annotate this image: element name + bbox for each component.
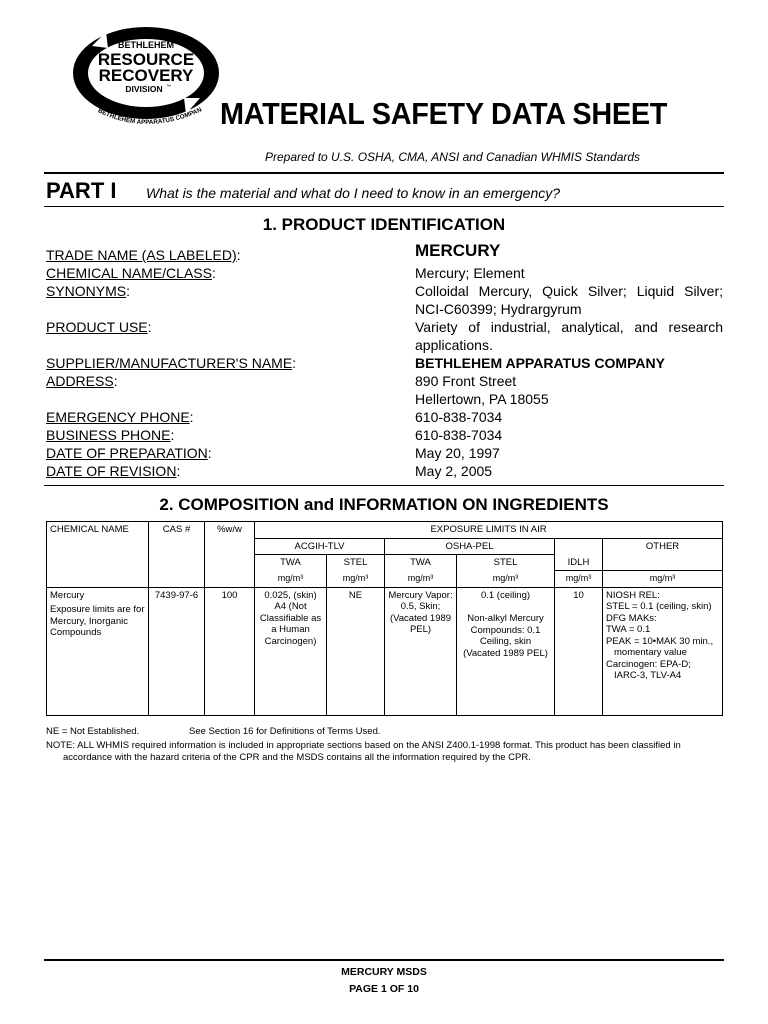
product-use-value-line2: applications. [415,337,493,353]
cell-cas: 7439-97-6 [149,587,205,715]
note-line2: accordance with the hazard criteria of the CPR and the MSDS contains all the information required by the CPR. [63,752,531,763]
synonyms-value-line2: NCI-C60399; Hydrargyrum [415,301,582,317]
unit-osha-stel: mg/m³ [457,571,555,588]
header-rule [44,172,724,174]
footer-rule [44,959,724,961]
page-subtitle: Prepared to U.S. OSHA, CMA, ANSI and Canadian WHMIS Standards [265,150,641,164]
section1-rule [44,485,724,486]
prep-date-value: May 20, 1997 [415,445,500,461]
synonyms-label: SYNONYMS: [46,283,131,299]
page-title: MATERIAL SAFETY DATA SHEET [220,96,668,131]
header-osha: OSHA-PEL [385,538,555,555]
footer-page-number: PAGE 1 OF 10 [349,983,419,995]
company-logo [72,26,222,130]
business-phone-value: 610-838-7034 [415,427,503,443]
logo-line4: DIVISION [125,84,163,94]
synonyms-value-line1: Colloidal Mercury, Quick Silver; Liquid Silver; [415,283,723,299]
logo-line3: RECOVERY [98,66,194,85]
header-acgih-stel: STEL [327,555,385,571]
part-rule [44,206,724,207]
unit-acgih-twa: mg/m³ [255,571,327,588]
address-line2: Hellertown, PA 18055 [415,391,549,407]
emergency-phone-label: EMERGENCY PHONE: [46,409,194,425]
see-note: See Section 16 for Definitions of Terms Used. [189,726,381,737]
section2-heading: 2. COMPOSITION and INFORMATION ON INGREDIENTS [159,495,609,514]
prep-date-label: DATE OF PREPARATION: [46,445,212,461]
header-other: OTHER [603,538,723,571]
chemical-name-value: Mercury; Element [415,265,525,281]
logo-line2: RESOURCE [97,50,195,69]
header-acgih: ACGIH-TLV [255,538,385,555]
header-idlh: IDLH [555,538,603,571]
footer-doc-name: MERCURY MSDS [341,966,427,978]
header-acgih-twa: TWA [255,555,327,571]
cell-osha-twa: Mercury Vapor: 0.5, Skin; (Vacated 1989 PEL) [385,587,457,715]
header-osha-twa: TWA [385,555,457,571]
trade-name-value: MERCURY [415,241,501,260]
unit-osha-twa: mg/m³ [385,571,457,588]
header-chemical-name: CHEMICAL NAME [47,522,149,588]
cell-idlh: 10 [555,587,603,715]
header-ww: %w/w [205,522,255,588]
cell-chemical-name: Mercury Exposure limits are for Mercury, Inorganic Compounds [47,587,149,715]
table-row [47,587,723,715]
cell-other: NIOSH REL: STEL = 0.1 (ceiling, skin) DFG MAKs: TWA = 0.1 PEAK = 10•MAK 30 min., momentary value Carcinogen: EPA-D; IARC-3, TLV-A4 [603,587,723,715]
composition-table [46,521,723,716]
supplier-label: SUPPLIER/MANUFACTURER'S NAME: [46,355,297,371]
unit-idlh: mg/m³ [555,571,603,588]
logo-arc-text: BETHLEHEM APPARATUS COMPAN [96,106,203,127]
logo-tm: ™ [166,84,171,90]
product-use-value-line1: Variety of industrial, analytical, and research [415,319,723,335]
cell-ww: 100 [205,587,255,715]
cell-acgih-stel: NE [327,587,385,715]
product-use-label: PRODUCT USE: [46,319,152,335]
section1-heading: 1. PRODUCT IDENTIFICATION [262,215,506,234]
supplier-value: BETHLEHEM APPARATUS COMPANY [415,355,665,371]
part-label: PART I [46,178,117,203]
emergency-phone-value: 610-838-7034 [415,409,503,425]
trade-name-label: TRADE NAME (AS LABELED): [46,247,241,263]
recycle-arrows-icon [72,26,222,130]
address-label: ADDRESS: [46,373,118,389]
header-osha-stel: STEL [457,555,555,571]
note-line1: NOTE: ALL WHMIS required information is included in appropriate sections based on the ANSI Z400.1-1998 format. This product has been classified in [46,740,681,751]
unit-acgih-stel: mg/m³ [327,571,385,588]
revision-date-label: DATE OF REVISION: [46,463,181,479]
logo-line1: BETHLEHEM [118,40,174,50]
header-exposure: EXPOSURE LIMITS IN AIR [255,522,723,539]
chemical-name-label: CHEMICAL NAME/CLASS: [46,265,216,281]
unit-other: mg/m³ [603,571,723,588]
cell-osha-stel: 0.1 (ceiling) Non-alkyl Mercury Compounds: 0.1 Ceiling, skin (Vacated 1989 PEL) [457,587,555,715]
header-cas: CAS # [149,522,205,588]
business-phone-label: BUSINESS PHONE: [46,427,175,443]
revision-date-value: May 2, 2005 [415,463,493,479]
ne-note: NE = Not Established. [46,726,140,737]
part-question: What is the material and what do I need to know in an emergency? [146,185,561,201]
address-line1: 890 Front Street [415,373,517,389]
cell-acgih-twa: 0.025, (skin) A4 (Not Classifiable as a Human Carcinogen) [255,587,327,715]
